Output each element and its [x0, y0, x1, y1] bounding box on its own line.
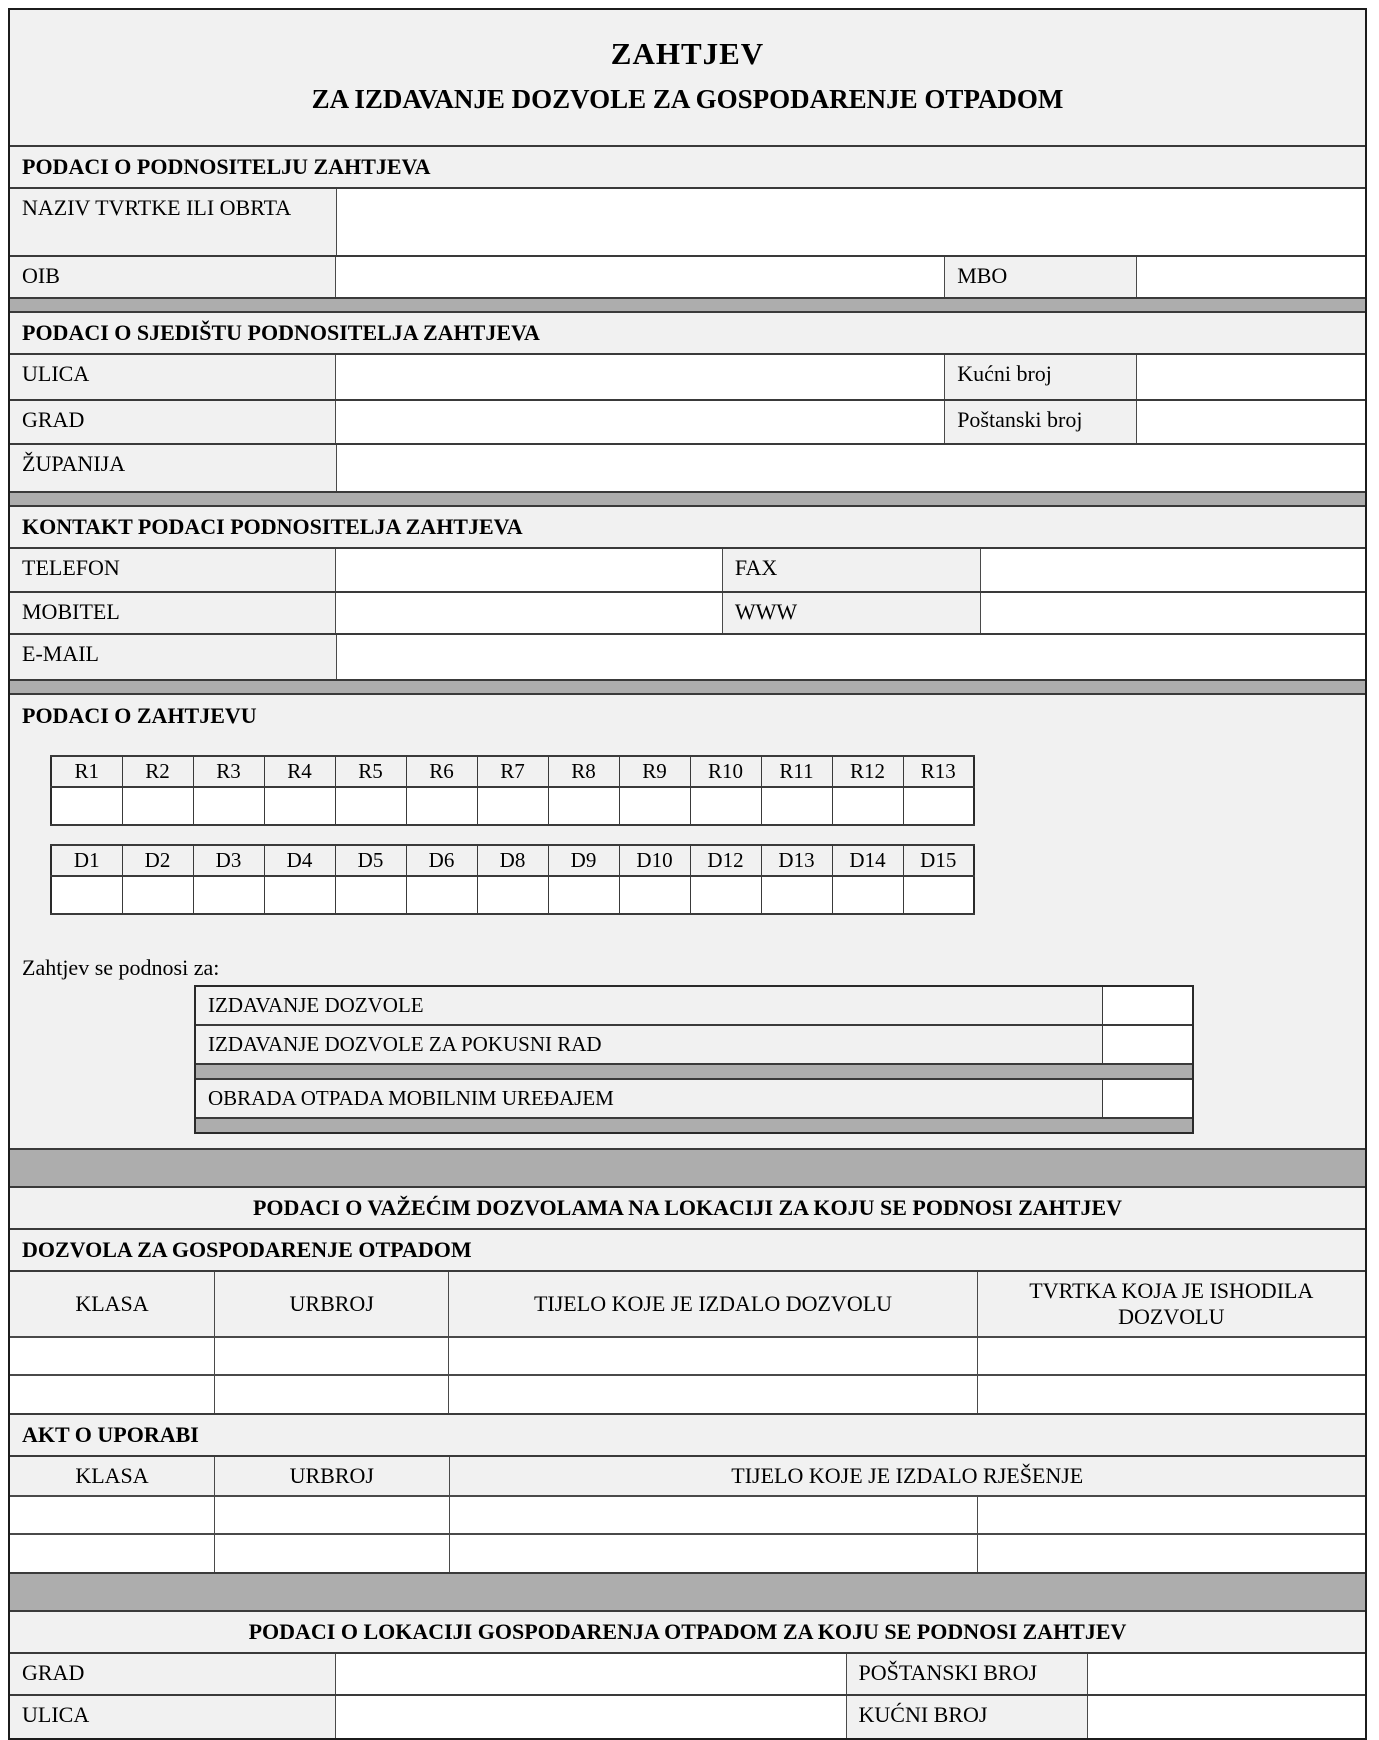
- d-code-header: D15: [903, 845, 974, 876]
- d-code-cell[interactable]: [690, 876, 761, 914]
- r-code-header: R1: [51, 756, 122, 787]
- waste-permit-cell[interactable]: [977, 1375, 1365, 1413]
- form-title: ZAHTJEV: [610, 36, 765, 71]
- col-header-urbroj: URBROJ: [215, 1456, 449, 1496]
- d-code-cell[interactable]: [619, 876, 690, 914]
- submit-for-label: Zahtjev se podnosi za:: [22, 955, 220, 980]
- telefon-input[interactable]: [335, 549, 722, 591]
- mbo-input[interactable]: [1136, 257, 1365, 297]
- r-code-header: R4: [264, 756, 335, 787]
- d-code-header: D6: [406, 845, 477, 876]
- option-izdavanje-dozvole-checkbox[interactable]: [1102, 987, 1192, 1024]
- section-header-applicant: PODACI O PODNOSITELJU ZAHTJEVA: [10, 145, 1365, 187]
- waste-permit-header: DOZVOLA ZA GOSPODARENJE OTPADOM: [10, 1228, 1365, 1270]
- d-code-header: D9: [548, 845, 619, 876]
- r-code-header: R8: [548, 756, 619, 787]
- usage-act-cell[interactable]: [215, 1534, 449, 1572]
- col-header-tijelo-rjesenje: TIJELO KOJE JE IZDALO RJEŠENJE: [449, 1456, 1365, 1496]
- telefon-label: TELEFON: [10, 549, 335, 591]
- r-code-cell[interactable]: [761, 787, 832, 825]
- section-header-contact: KONTAKT PODACI PODNOSITELJA ZAHTJEVA: [10, 505, 1365, 547]
- usage-act-cell[interactable]: [449, 1496, 977, 1534]
- waste-permit-cell[interactable]: [449, 1337, 977, 1375]
- grad-label: GRAD: [10, 401, 335, 443]
- d-code-header: D1: [51, 845, 122, 876]
- d-code-header: D2: [122, 845, 193, 876]
- waste-permit-cell[interactable]: [215, 1337, 449, 1375]
- d-code-header: D3: [193, 845, 264, 876]
- r-code-header: R13: [903, 756, 974, 787]
- d-code-header: D10: [619, 845, 690, 876]
- option-izdavanje-dozvole-label: IZDAVANJE DOZVOLE: [196, 987, 1102, 1024]
- section-header-seat: PODACI O SJEDIŠTU PODNOSITELJA ZAHTJEVA: [10, 311, 1365, 353]
- d-code-header: D14: [832, 845, 903, 876]
- r-code-cell[interactable]: [264, 787, 335, 825]
- d-code-cell[interactable]: [51, 876, 122, 914]
- mobitel-label: MOBITEL: [10, 593, 335, 633]
- oib-label: OIB: [10, 257, 335, 297]
- section-divider: [10, 679, 1365, 693]
- grad-input[interactable]: [335, 401, 944, 443]
- request-options-table: [194, 985, 1194, 1134]
- mbo-label: MBO: [944, 257, 1135, 297]
- naziv-tvrtke-label: NAZIV TVRTKE ILI OBRTA: [10, 189, 336, 255]
- email-label: E-MAIL: [10, 635, 336, 679]
- lokacija-grad-input[interactable]: [335, 1654, 845, 1694]
- d-code-cell[interactable]: [477, 876, 548, 914]
- email-input[interactable]: [336, 635, 1365, 679]
- d-code-header: D8: [477, 845, 548, 876]
- postanski-broj-label: Poštanski broj: [944, 401, 1135, 443]
- r-code-cell[interactable]: [193, 787, 264, 825]
- r-code-cell[interactable]: [335, 787, 406, 825]
- col-header-klasa: KLASA: [10, 1456, 215, 1496]
- lokacija-postanski-broj-input[interactable]: [1087, 1654, 1365, 1694]
- option-mobilni-uredaj-label: OBRADA OTPADA MOBILNIM UREĐAJEM: [196, 1080, 1102, 1117]
- ulica-input[interactable]: [335, 355, 944, 399]
- section-header-existing-permits: PODACI O VAŽEĆIM DOZVOLAMA NA LOKACIJI ZA KOJU SE PODNOSI ZAHTJEV: [10, 1186, 1365, 1228]
- d-code-cell[interactable]: [832, 876, 903, 914]
- lokacija-ulica-label: ULICA: [10, 1696, 335, 1738]
- r-code-cell[interactable]: [122, 787, 193, 825]
- usage-act-table: [10, 1455, 1365, 1572]
- mobitel-input[interactable]: [335, 593, 722, 633]
- fax-input[interactable]: [980, 549, 1365, 591]
- waste-permit-cell[interactable]: [10, 1337, 215, 1375]
- lokacija-kucni-broj-input[interactable]: [1087, 1696, 1365, 1738]
- kucni-broj-label: Kućni broj: [944, 355, 1135, 399]
- r-code-cell[interactable]: [477, 787, 548, 825]
- postanski-broj-input[interactable]: [1136, 401, 1365, 443]
- form-title-block: [10, 10, 1365, 145]
- www-label: WWW: [722, 593, 980, 633]
- r-code-header: R10: [690, 756, 761, 787]
- d-code-cell[interactable]: [903, 876, 974, 914]
- r-code-header: R11: [761, 756, 832, 787]
- r-code-header: R9: [619, 756, 690, 787]
- section-divider: [10, 491, 1365, 505]
- option-pokusni-rad-label: IZDAVANJE DOZVOLE ZA POKUSNI RAD: [196, 1026, 1102, 1063]
- options-divider: [196, 1117, 1192, 1132]
- waste-permit-cell[interactable]: [977, 1337, 1365, 1375]
- section-divider: [10, 1572, 1365, 1610]
- section-request: [10, 693, 1365, 1148]
- usage-act-cell[interactable]: [215, 1496, 449, 1534]
- waste-permit-application-form: [8, 8, 1367, 1740]
- d-code-cell[interactable]: [122, 876, 193, 914]
- option-pokusni-rad-checkbox[interactable]: [1102, 1026, 1192, 1063]
- d-code-cell[interactable]: [548, 876, 619, 914]
- lokacija-ulica-input[interactable]: [335, 1696, 845, 1738]
- r-code-cell[interactable]: [619, 787, 690, 825]
- options-divider: [196, 1063, 1192, 1078]
- waste-permit-cell[interactable]: [10, 1375, 215, 1413]
- zupanija-label: ŽUPANIJA: [10, 445, 336, 491]
- waste-permit-table: [10, 1270, 1365, 1413]
- d-code-header: D5: [335, 845, 406, 876]
- r-code-header: R7: [477, 756, 548, 787]
- www-input[interactable]: [980, 593, 1365, 633]
- section-divider: [10, 1148, 1365, 1186]
- kucni-broj-input[interactable]: [1136, 355, 1365, 399]
- usage-act-cell[interactable]: [977, 1496, 1365, 1534]
- r-code-header: R6: [406, 756, 477, 787]
- r-code-header: R3: [193, 756, 264, 787]
- waste-permit-cell[interactable]: [449, 1375, 977, 1413]
- col-header-tvrtka: TVRTKA KOJA JE ISHODILA DOZVOLU: [977, 1271, 1365, 1337]
- r-code-header: R12: [832, 756, 903, 787]
- usage-act-header: AKT O UPORABI: [10, 1413, 1365, 1455]
- waste-permit-cell[interactable]: [215, 1375, 449, 1413]
- d-code-header: D4: [264, 845, 335, 876]
- section-header-request: PODACI O ZAHTJEVU: [22, 703, 257, 728]
- usage-act-cell[interactable]: [10, 1534, 215, 1572]
- zupanija-input[interactable]: [336, 445, 1365, 491]
- d-code-cell[interactable]: [193, 876, 264, 914]
- form-subtitle: ZA IZDAVANJE DOZVOLE ZA GOSPODARENJE OTPADOM: [311, 84, 1064, 114]
- section-divider: [10, 297, 1365, 311]
- r-code-cell[interactable]: [690, 787, 761, 825]
- d-code-cell[interactable]: [264, 876, 335, 914]
- d-codes-table: [50, 844, 975, 915]
- r-code-cell[interactable]: [51, 787, 122, 825]
- option-mobilni-uredaj-checkbox[interactable]: [1102, 1080, 1192, 1117]
- usage-act-cell[interactable]: [10, 1496, 215, 1534]
- d-code-cell[interactable]: [761, 876, 832, 914]
- fax-label: FAX: [722, 549, 980, 591]
- col-header-urbroj: URBROJ: [215, 1271, 449, 1337]
- r-code-cell[interactable]: [548, 787, 619, 825]
- r-codes-table: [50, 755, 975, 826]
- col-header-klasa: KLASA: [10, 1271, 215, 1337]
- r-code-header: R5: [335, 756, 406, 787]
- d-code-header: D12: [690, 845, 761, 876]
- r-code-header: R2: [122, 756, 193, 787]
- usage-act-cell[interactable]: [449, 1534, 977, 1572]
- lokacija-postanski-broj-label: POŠTANSKI BROJ: [846, 1654, 1087, 1694]
- usage-act-cell[interactable]: [977, 1534, 1365, 1572]
- naziv-tvrtke-input[interactable]: [336, 189, 1365, 255]
- d-code-cell[interactable]: [406, 876, 477, 914]
- lokacija-grad-label: GRAD: [10, 1654, 335, 1694]
- lokacija-kucni-broj-label: KUĆNI BROJ: [846, 1696, 1087, 1738]
- col-header-tijelo-dozvola: TIJELO KOJE JE IZDALO DOZVOLU: [449, 1271, 977, 1337]
- section-header-location: PODACI O LOKACIJI GOSPODARENJA OTPADOM ZA KOJU SE PODNOSI ZAHTJEV: [10, 1610, 1365, 1652]
- r-code-cell[interactable]: [832, 787, 903, 825]
- r-code-cell[interactable]: [406, 787, 477, 825]
- r-code-cell[interactable]: [903, 787, 974, 825]
- d-code-cell[interactable]: [335, 876, 406, 914]
- d-code-header: D13: [761, 845, 832, 876]
- oib-input[interactable]: [335, 257, 944, 297]
- ulica-label: ULICA: [10, 355, 335, 399]
